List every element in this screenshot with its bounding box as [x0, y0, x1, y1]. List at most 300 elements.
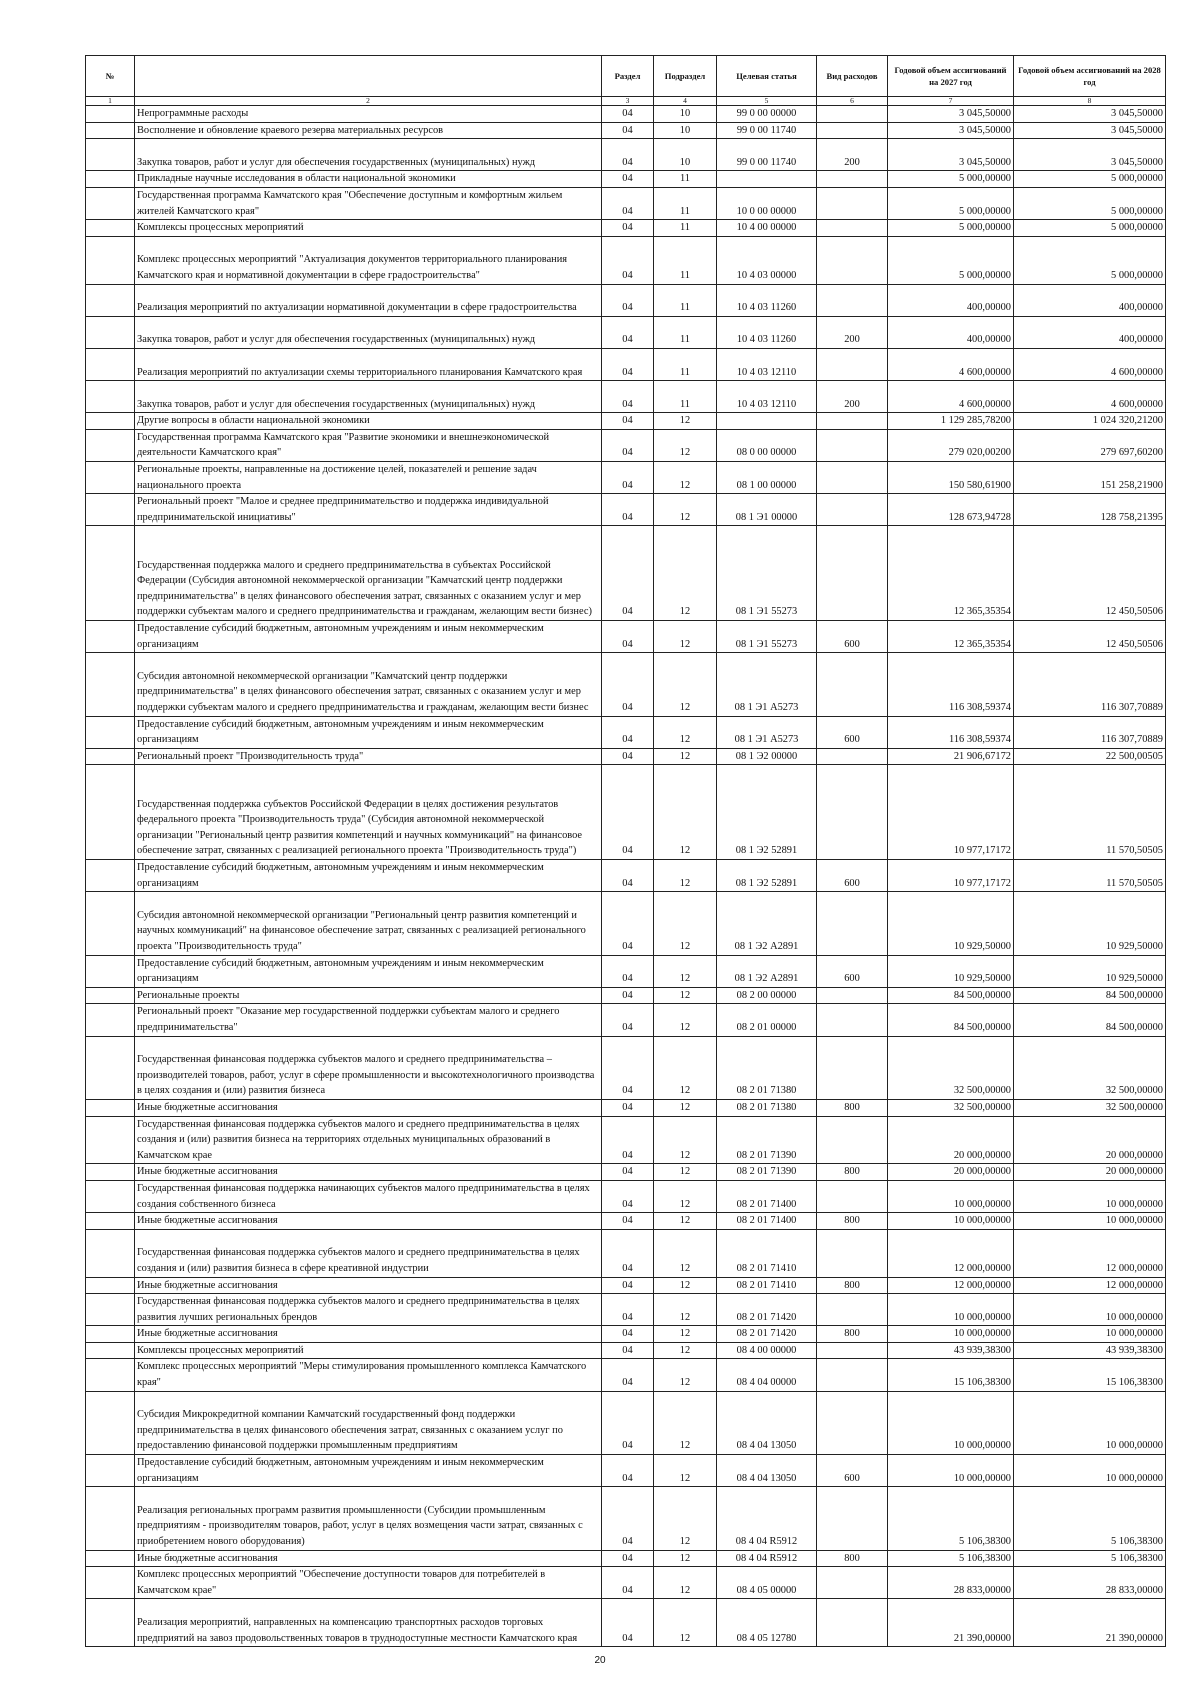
row-expense-type: 600 [817, 1455, 888, 1487]
row-number [86, 955, 135, 987]
row-name: Предоставление субсидий бюджетным, автономным учреждениям и иным некоммерческим организациям [135, 716, 602, 748]
row-expense-type [817, 765, 888, 860]
page-number: 20 [594, 1655, 606, 1666]
row-name: Региональный проект "Малое и среднее предпринимательство и поддержка индивидуальной предпринимательской инициативы" [135, 494, 602, 526]
row-razdel: 04 [602, 1359, 654, 1391]
row-expense-type [817, 1180, 888, 1212]
row-name: Комплексы процессных мероприятий [135, 220, 602, 237]
row-podrazdel: 12 [654, 1036, 717, 1099]
row-number [86, 462, 135, 494]
row-vol-2028: 1 024 320,21200 [1014, 413, 1166, 430]
row-podrazdel: 11 [654, 284, 717, 316]
row-name: Предоставление субсидий бюджетным, автономным учреждениям и иным некоммерческим организациям [135, 621, 602, 653]
row-vol-2027: 32 500,00000 [888, 1099, 1014, 1116]
row-number [86, 284, 135, 316]
row-vol-2028: 10 000,00000 [1014, 1294, 1166, 1326]
table-row [86, 1567, 1166, 1599]
row-name: Иные бюджетные ассигнования [135, 1213, 602, 1230]
row-expense-type: 800 [817, 1164, 888, 1181]
row-razdel: 04 [602, 1229, 654, 1277]
row-expense-type [817, 284, 888, 316]
row-name: Иные бюджетные ассигнования [135, 1326, 602, 1343]
row-name: Реализация мероприятий по актуализации нормативной документации в сфере градостроительства [135, 284, 602, 316]
row-podrazdel: 12 [654, 1487, 717, 1550]
row-vol-2028: 10 000,00000 [1014, 1326, 1166, 1343]
row-name: Региональный проект "Оказание мер государственной поддержки субъектам малого и среднего предпринимательства" [135, 1004, 602, 1036]
row-vol-2027: 10 000,00000 [888, 1391, 1014, 1454]
row-name: Непрограммные расходы [135, 106, 602, 123]
table-row [86, 1294, 1166, 1326]
row-number [86, 1326, 135, 1343]
row-razdel: 04 [602, 187, 654, 219]
row-number [86, 348, 135, 380]
row-razdel: 04 [602, 139, 654, 171]
row-number [86, 413, 135, 430]
row-number [86, 765, 135, 860]
row-razdel: 04 [602, 1164, 654, 1181]
row-name: Государственная программа Камчатского края "Развитие экономики и внешнеэкономической деятельности Камчатского края" [135, 429, 602, 461]
row-vol-2027: 116 308,59374 [888, 716, 1014, 748]
row-razdel: 04 [602, 381, 654, 413]
row-razdel: 04 [602, 1277, 654, 1294]
row-razdel: 04 [602, 653, 654, 716]
row-vol-2028: 12 000,00000 [1014, 1277, 1166, 1294]
row-number [86, 1213, 135, 1230]
column-numbers-row [86, 97, 1166, 106]
row-vol-2028: 43 939,38300 [1014, 1342, 1166, 1359]
row-vol-2027: 28 833,00000 [888, 1567, 1014, 1599]
row-name: Иные бюджетные ассигнования [135, 1099, 602, 1116]
row-vol-2027: 3 045,50000 [888, 139, 1014, 171]
row-target: 99 0 00 00000 [717, 106, 817, 123]
row-vol-2028: 22 500,00505 [1014, 748, 1166, 765]
row-target: 08 1 Э1 А5273 [717, 653, 817, 716]
row-vol-2027: 21 906,67172 [888, 748, 1014, 765]
row-expense-type: 800 [817, 1326, 888, 1343]
row-name: Государственная программа Камчатского края "Обеспечение доступным и комфортным жильем жителей Камчатского края" [135, 187, 602, 219]
row-expense-type [817, 1229, 888, 1277]
row-target: 10 4 03 12110 [717, 348, 817, 380]
row-razdel: 04 [602, 1550, 654, 1567]
table-row [86, 413, 1166, 430]
row-expense-type [817, 429, 888, 461]
row-vol-2028: 11 570,50505 [1014, 860, 1166, 892]
row-vol-2027: 12 000,00000 [888, 1277, 1014, 1294]
row-vol-2028: 10 000,00000 [1014, 1180, 1166, 1212]
row-razdel: 04 [602, 429, 654, 461]
row-razdel: 04 [602, 236, 654, 284]
table-row [86, 1099, 1166, 1116]
row-number [86, 526, 135, 621]
row-vol-2028: 15 106,38300 [1014, 1359, 1166, 1391]
row-name: Государственная финансовая поддержка субъектов малого и среднего предпринимательства в целях создания и (или) развития бизнеса в сфере креативной индустрии [135, 1229, 602, 1277]
table-row [86, 526, 1166, 621]
row-razdel: 04 [602, 621, 654, 653]
row-vol-2027: 20 000,00000 [888, 1116, 1014, 1164]
row-vol-2028: 128 758,21395 [1014, 494, 1166, 526]
row-number [86, 653, 135, 716]
row-number [86, 1004, 135, 1036]
row-razdel: 04 [602, 748, 654, 765]
row-podrazdel: 12 [654, 1342, 717, 1359]
row-expense-type: 200 [817, 139, 888, 171]
row-target: 08 4 00 00000 [717, 1342, 817, 1359]
row-podrazdel: 11 [654, 316, 717, 348]
row-expense-type [817, 1036, 888, 1099]
table-row [86, 381, 1166, 413]
row-number [86, 171, 135, 188]
row-target: 08 0 00 00000 [717, 429, 817, 461]
row-number [86, 1294, 135, 1326]
row-vol-2028: 151 258,21900 [1014, 462, 1166, 494]
table-row [86, 860, 1166, 892]
row-vol-2028: 5 000,00000 [1014, 187, 1166, 219]
row-podrazdel: 12 [654, 716, 717, 748]
row-vol-2028: 20 000,00000 [1014, 1116, 1166, 1164]
row-target [717, 413, 817, 430]
row-expense-type [817, 748, 888, 765]
row-vol-2027: 4 600,00000 [888, 348, 1014, 380]
row-vol-2028: 5 000,00000 [1014, 171, 1166, 188]
row-vol-2028: 84 500,00000 [1014, 1004, 1166, 1036]
row-target: 08 1 Э1 55273 [717, 621, 817, 653]
row-podrazdel: 12 [654, 1326, 717, 1343]
row-podrazdel: 12 [654, 860, 717, 892]
row-podrazdel: 12 [654, 1277, 717, 1294]
row-vol-2028: 10 000,00000 [1014, 1213, 1166, 1230]
table-row [86, 1599, 1166, 1647]
row-vol-2028: 3 045,50000 [1014, 139, 1166, 171]
col-header-razdel: Раздел [602, 56, 654, 97]
row-podrazdel: 12 [654, 987, 717, 1004]
row-vol-2027: 10 000,00000 [888, 1213, 1014, 1230]
row-name: Субсидия Микрокредитной компании Камчатский государственный фонд поддержки предпринимательства в целях финансового обеспечения затрат, связанных с оказанием услуг по предоставлению финансовой поддержки промышленным предприятиям [135, 1391, 602, 1454]
row-expense-type [817, 462, 888, 494]
row-name: Государственная финансовая поддержка субъектов малого и среднего предпринимательства в целях создания и (или) развития бизнеса на территориях отдельных муниципальных образований в Камчатском крае [135, 1116, 602, 1164]
row-razdel: 04 [602, 1326, 654, 1343]
row-razdel: 04 [602, 494, 654, 526]
row-razdel: 04 [602, 1213, 654, 1230]
row-podrazdel: 12 [654, 413, 717, 430]
row-podrazdel: 11 [654, 348, 717, 380]
table-row [86, 1116, 1166, 1164]
row-expense-type [817, 1294, 888, 1326]
table-row [86, 748, 1166, 765]
row-podrazdel: 12 [654, 1116, 717, 1164]
row-number [86, 187, 135, 219]
row-number [86, 1277, 135, 1294]
row-name: Иные бюджетные ассигнования [135, 1277, 602, 1294]
row-podrazdel: 12 [654, 653, 717, 716]
row-razdel: 04 [602, 1116, 654, 1164]
row-target: 08 1 Э2 00000 [717, 748, 817, 765]
row-vol-2027: 5 106,38300 [888, 1487, 1014, 1550]
row-name: Региональные проекты, направленные на достижение целей, показателей и решение задач национального проекта [135, 462, 602, 494]
table-row [86, 106, 1166, 123]
row-target: 08 2 01 00000 [717, 1004, 817, 1036]
row-expense-type [817, 106, 888, 123]
row-number [86, 494, 135, 526]
row-name: Закупка товаров, работ и услуг для обеспечения государственных (муниципальных) нужд [135, 316, 602, 348]
table-row [86, 1455, 1166, 1487]
row-vol-2027: 5 000,00000 [888, 236, 1014, 284]
row-razdel: 04 [602, 1342, 654, 1359]
row-vol-2027: 5 000,00000 [888, 171, 1014, 188]
row-podrazdel: 11 [654, 187, 717, 219]
table-row [86, 494, 1166, 526]
row-name: Государственная финансовая поддержка субъектов малого и среднего предпринимательства – производителей товаров, работ, услуг в сфере промышленности и высокотехнологичного производства в целях создания и (или) развития бизнеса [135, 1036, 602, 1099]
row-target [717, 171, 817, 188]
row-vol-2027: 128 673,94728 [888, 494, 1014, 526]
row-name: Комплекс процессных мероприятий "Обеспечение доступности товаров для потребителей в Камчатском крае" [135, 1567, 602, 1599]
row-vol-2028: 5 000,00000 [1014, 236, 1166, 284]
row-podrazdel: 12 [654, 1550, 717, 1567]
table-body [86, 106, 1166, 1647]
table-row [86, 1036, 1166, 1099]
row-number [86, 1116, 135, 1164]
row-number [86, 1036, 135, 1099]
row-podrazdel: 10 [654, 122, 717, 139]
row-podrazdel: 12 [654, 748, 717, 765]
row-vol-2027: 116 308,59374 [888, 653, 1014, 716]
row-name: Региональные проекты [135, 987, 602, 1004]
row-vol-2028: 5 106,38300 [1014, 1487, 1166, 1550]
row-target: 08 4 04 00000 [717, 1359, 817, 1391]
row-razdel: 04 [602, 413, 654, 430]
row-name: Реализация региональных программ развития промышленности (Субсидии промышленным предприятиям - производителям товаров, работ, услуг в целях возмещения части затрат, связанных с приобретением нового оборудования) [135, 1487, 602, 1550]
table-row [86, 621, 1166, 653]
row-number [86, 1550, 135, 1567]
row-expense-type: 800 [817, 1277, 888, 1294]
row-number [86, 381, 135, 413]
row-razdel: 04 [602, 348, 654, 380]
row-target: 08 2 01 71390 [717, 1116, 817, 1164]
table-row [86, 765, 1166, 860]
row-podrazdel: 12 [654, 1099, 717, 1116]
row-razdel: 04 [602, 765, 654, 860]
table-row [86, 236, 1166, 284]
table-row [86, 1229, 1166, 1277]
row-vol-2028: 400,00000 [1014, 284, 1166, 316]
row-expense-type: 600 [817, 716, 888, 748]
row-vol-2027: 5 000,00000 [888, 220, 1014, 237]
row-podrazdel: 12 [654, 765, 717, 860]
table-row [86, 348, 1166, 380]
row-vol-2027: 5 106,38300 [888, 1550, 1014, 1567]
row-number [86, 1229, 135, 1277]
table-row [86, 1180, 1166, 1212]
row-target: 08 2 01 71380 [717, 1036, 817, 1099]
row-vol-2027: 21 390,00000 [888, 1599, 1014, 1647]
row-name: Государственная финансовая поддержка субъектов малого и среднего предпринимательства в целях развития лучших региональных брендов [135, 1294, 602, 1326]
row-podrazdel: 12 [654, 494, 717, 526]
table-row [86, 429, 1166, 461]
row-vol-2027: 10 000,00000 [888, 1180, 1014, 1212]
row-target: 10 4 03 00000 [717, 236, 817, 284]
row-name: Комплекс процессных мероприятий "Меры стимулирования промышленного комплекса Камчатского края" [135, 1359, 602, 1391]
row-vol-2028: 10 929,50000 [1014, 892, 1166, 955]
row-podrazdel: 12 [654, 1213, 717, 1230]
row-target: 08 2 01 71400 [717, 1213, 817, 1230]
col-header-vol-2027: Годовой объем ассигнований на 2027 год [888, 56, 1014, 97]
row-vol-2027: 84 500,00000 [888, 987, 1014, 1004]
row-number [86, 748, 135, 765]
row-vol-2027: 3 045,50000 [888, 122, 1014, 139]
row-vol-2027: 84 500,00000 [888, 1004, 1014, 1036]
row-vol-2027: 5 000,00000 [888, 187, 1014, 219]
row-expense-type [817, 220, 888, 237]
row-name: Субсидия автономной некоммерческой организации "Камчатский центр поддержки предпринимательства" в целях финансового обеспечения затрат, связанных с оказанием услуг и мер поддержки субъектам малого и среднего предпринимательства и гражданам, желающим вести бизнес [135, 653, 602, 716]
col-header-target: Целевая статья [717, 56, 817, 97]
row-vol-2028: 12 450,50506 [1014, 621, 1166, 653]
row-target: 99 0 00 11740 [717, 122, 817, 139]
row-vol-2027: 1 129 285,78200 [888, 413, 1014, 430]
row-vol-2028: 32 500,00000 [1014, 1099, 1166, 1116]
row-number [86, 1164, 135, 1181]
row-expense-type: 800 [817, 1213, 888, 1230]
row-target: 08 4 04 13050 [717, 1455, 817, 1487]
row-expense-type [817, 987, 888, 1004]
row-vol-2027: 10 977,17172 [888, 860, 1014, 892]
row-vol-2027: 12 365,35354 [888, 621, 1014, 653]
row-podrazdel: 12 [654, 462, 717, 494]
row-expense-type [817, 1116, 888, 1164]
row-number [86, 1359, 135, 1391]
row-name: Иные бюджетные ассигнования [135, 1164, 602, 1181]
row-number [86, 716, 135, 748]
row-expense-type: 600 [817, 621, 888, 653]
col-number: 4 [654, 97, 717, 106]
row-razdel: 04 [602, 284, 654, 316]
row-expense-type [817, 494, 888, 526]
row-number [86, 1099, 135, 1116]
table-row [86, 220, 1166, 237]
row-razdel: 04 [602, 716, 654, 748]
row-name: Комплексы процессных мероприятий [135, 1342, 602, 1359]
row-name: Предоставление субсидий бюджетным, автономным учреждениям и иным некоммерческим организациям [135, 1455, 602, 1487]
row-target: 10 4 03 11260 [717, 284, 817, 316]
table-row [86, 987, 1166, 1004]
row-target: 08 1 Э2 52891 [717, 860, 817, 892]
row-name: Государственная финансовая поддержка начинающих субъектов малого предпринимательства в целях создания собственного бизнеса [135, 1180, 602, 1212]
row-target: 08 4 04 R5912 [717, 1487, 817, 1550]
row-name: Иные бюджетные ассигнования [135, 1550, 602, 1567]
table-row [86, 892, 1166, 955]
row-target: 10 0 00 00000 [717, 187, 817, 219]
row-podrazdel: 12 [654, 1229, 717, 1277]
row-number [86, 220, 135, 237]
row-target: 08 1 Э2 А2891 [717, 955, 817, 987]
row-razdel: 04 [602, 106, 654, 123]
row-podrazdel: 12 [654, 892, 717, 955]
row-target: 08 1 Э2 52891 [717, 765, 817, 860]
row-razdel: 04 [602, 1567, 654, 1599]
row-vol-2027: 279 020,00200 [888, 429, 1014, 461]
row-podrazdel: 10 [654, 139, 717, 171]
row-target: 08 2 01 71420 [717, 1326, 817, 1343]
row-podrazdel: 12 [654, 1567, 717, 1599]
table-row [86, 955, 1166, 987]
row-podrazdel: 10 [654, 106, 717, 123]
row-vol-2028: 10 000,00000 [1014, 1455, 1166, 1487]
row-razdel: 04 [602, 1180, 654, 1212]
row-podrazdel: 12 [654, 1391, 717, 1454]
row-target: 10 4 03 12110 [717, 381, 817, 413]
row-number [86, 1455, 135, 1487]
row-target: 08 2 01 71380 [717, 1099, 817, 1116]
row-razdel: 04 [602, 1294, 654, 1326]
row-expense-type: 200 [817, 381, 888, 413]
row-name: Субсидия автономной некоммерческой организации "Региональный центр развития компетенций и научных коммуникаций" на финансовое обеспечение затрат, связанных с реализацией регионального проекта "Производительность труда" [135, 892, 602, 955]
col-header-num: № [86, 56, 135, 97]
table-row [86, 716, 1166, 748]
row-name: Комплекс процессных мероприятий "Актуализация документов территориального планирования Камчатского края и нормативной документации в сфере градостроительства" [135, 236, 602, 284]
row-number [86, 987, 135, 1004]
row-podrazdel: 12 [654, 1180, 717, 1212]
row-vol-2028: 3 045,50000 [1014, 122, 1166, 139]
table-row [86, 122, 1166, 139]
row-name: Реализация мероприятий, направленных на компенсацию транспортных расходов торговых предприятий на завоз продовольственных товаров в труднодоступные местности Камчатского края [135, 1599, 602, 1647]
row-expense-type [817, 1391, 888, 1454]
col-number: 5 [717, 97, 817, 106]
budget-table [85, 55, 1166, 1647]
row-number [86, 316, 135, 348]
row-number [86, 1567, 135, 1599]
row-target: 08 2 00 00000 [717, 987, 817, 1004]
row-vol-2028: 20 000,00000 [1014, 1164, 1166, 1181]
row-podrazdel: 11 [654, 220, 717, 237]
row-razdel: 04 [602, 955, 654, 987]
row-vol-2027: 10 929,50000 [888, 955, 1014, 987]
table-row [86, 1326, 1166, 1343]
row-name: Закупка товаров, работ и услуг для обеспечения государственных (муниципальных) нужд [135, 381, 602, 413]
row-target: 08 2 01 71400 [717, 1180, 817, 1212]
row-vol-2027: 400,00000 [888, 284, 1014, 316]
table-row [86, 1487, 1166, 1550]
row-number [86, 1180, 135, 1212]
row-name: Предоставление субсидий бюджетным, автономным учреждениям и иным некоммерческим организациям [135, 955, 602, 987]
row-target: 08 1 Э1 00000 [717, 494, 817, 526]
row-vol-2027: 32 500,00000 [888, 1036, 1014, 1099]
row-vol-2028: 3 045,50000 [1014, 106, 1166, 123]
row-expense-type: 800 [817, 1099, 888, 1116]
row-expense-type [817, 171, 888, 188]
row-vol-2027: 12 000,00000 [888, 1229, 1014, 1277]
row-target: 08 4 04 13050 [717, 1391, 817, 1454]
row-name: Прикладные научные исследования в области национальной экономики [135, 171, 602, 188]
row-expense-type [817, 122, 888, 139]
row-expense-type [817, 1342, 888, 1359]
row-vol-2027: 10 000,00000 [888, 1326, 1014, 1343]
row-podrazdel: 12 [654, 1599, 717, 1647]
row-expense-type [817, 413, 888, 430]
row-expense-type [817, 1004, 888, 1036]
row-razdel: 04 [602, 316, 654, 348]
row-name: Восполнение и обновление краевого резерва материальных ресурсов [135, 122, 602, 139]
row-vol-2028: 28 833,00000 [1014, 1567, 1166, 1599]
row-razdel: 04 [602, 171, 654, 188]
row-name: Региональный проект "Производительность труда" [135, 748, 602, 765]
row-razdel: 04 [602, 462, 654, 494]
row-expense-type: 200 [817, 316, 888, 348]
row-razdel: 04 [602, 892, 654, 955]
row-razdel: 04 [602, 122, 654, 139]
row-vol-2027: 400,00000 [888, 316, 1014, 348]
row-podrazdel: 12 [654, 526, 717, 621]
col-number: 3 [602, 97, 654, 106]
row-vol-2028: 10 929,50000 [1014, 955, 1166, 987]
row-vol-2027: 10 977,17172 [888, 765, 1014, 860]
